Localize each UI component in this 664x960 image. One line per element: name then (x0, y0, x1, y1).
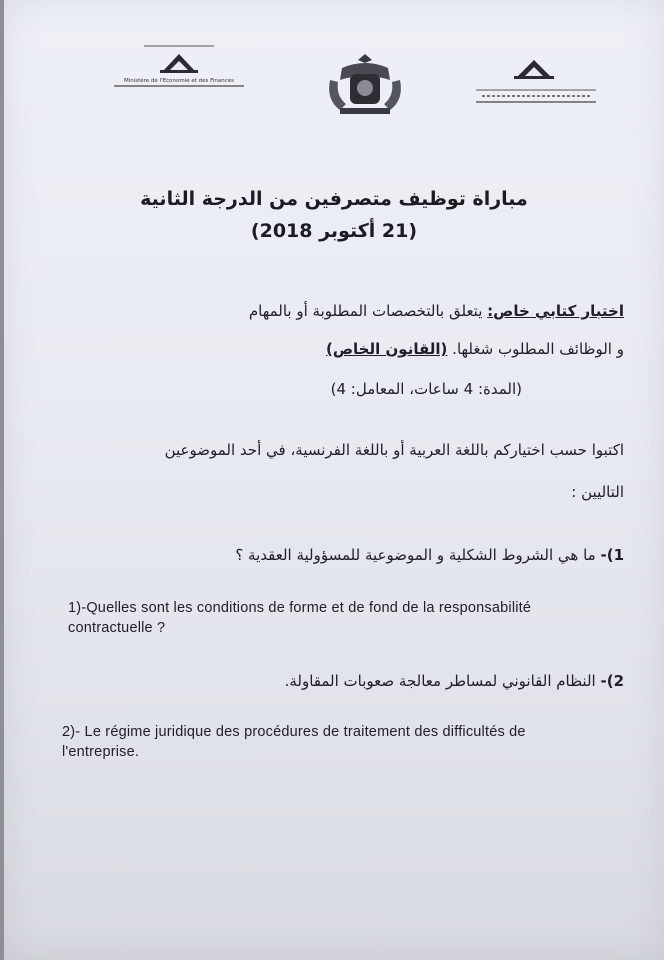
ministry-logo-left (104, 40, 254, 100)
exam-description-1: يتعلق بالتخصصات المطلوبة أو بالمهام (248, 302, 483, 320)
topic-1-number: 1)- (600, 546, 624, 564)
topic-2-french-line-2: l'entreprise. (62, 744, 140, 760)
left-logo-caption: Ministère de l'Economie et des Finances (123, 78, 235, 84)
topic-1-french-line-1: 1)-Quelles sont les conditions de forme et de fond de la responsabilité (68, 600, 532, 616)
ministry-logo-right (466, 50, 606, 112)
instructions-line-2: التاليين : (571, 483, 624, 501)
instructions-line-1: اكتبوا حسب اختياركم باللغة العربية أو باللغة الفرنسية، في أحد الموضوعين (164, 441, 624, 459)
topic-2-french-line-1: 2)- Le régime juridique des procédures de traitement des difficultés de (62, 724, 526, 740)
exam-date: (21 أكتوبر 2018) (250, 220, 418, 242)
topic-1-ar-text: ما هي الشروط الشكلية و الموضوعية للمسؤولية العقدية ؟ (235, 546, 596, 564)
exam-sheet (4, 0, 664, 960)
royal-emblem (320, 50, 410, 122)
exam-description-line-1 (249, 302, 624, 320)
exam-description-2: و الوظائف المطلوب شغلها. (452, 340, 624, 358)
exam-duration: (المدة: 4 ساعات، المعامل: 4) (330, 380, 522, 398)
exam-subject: (القانون الخاص) (326, 340, 448, 358)
topic-2-ar-text: النظام القانوني لمساطر معالجة صعوبات المقاولة. (284, 672, 596, 690)
exam-description-line-2 (326, 340, 624, 358)
exam-label: اختبار كتابي خاص: (487, 302, 624, 320)
topic-1-french-line-2: contractuelle ? (68, 620, 166, 636)
exam-title: مباراة توظيف متصرفين من الدرجة الثانية (140, 188, 528, 210)
topic-2-number: 2)- (600, 672, 624, 690)
topic-2-arabic (285, 672, 624, 690)
topic-1-arabic (235, 546, 624, 564)
